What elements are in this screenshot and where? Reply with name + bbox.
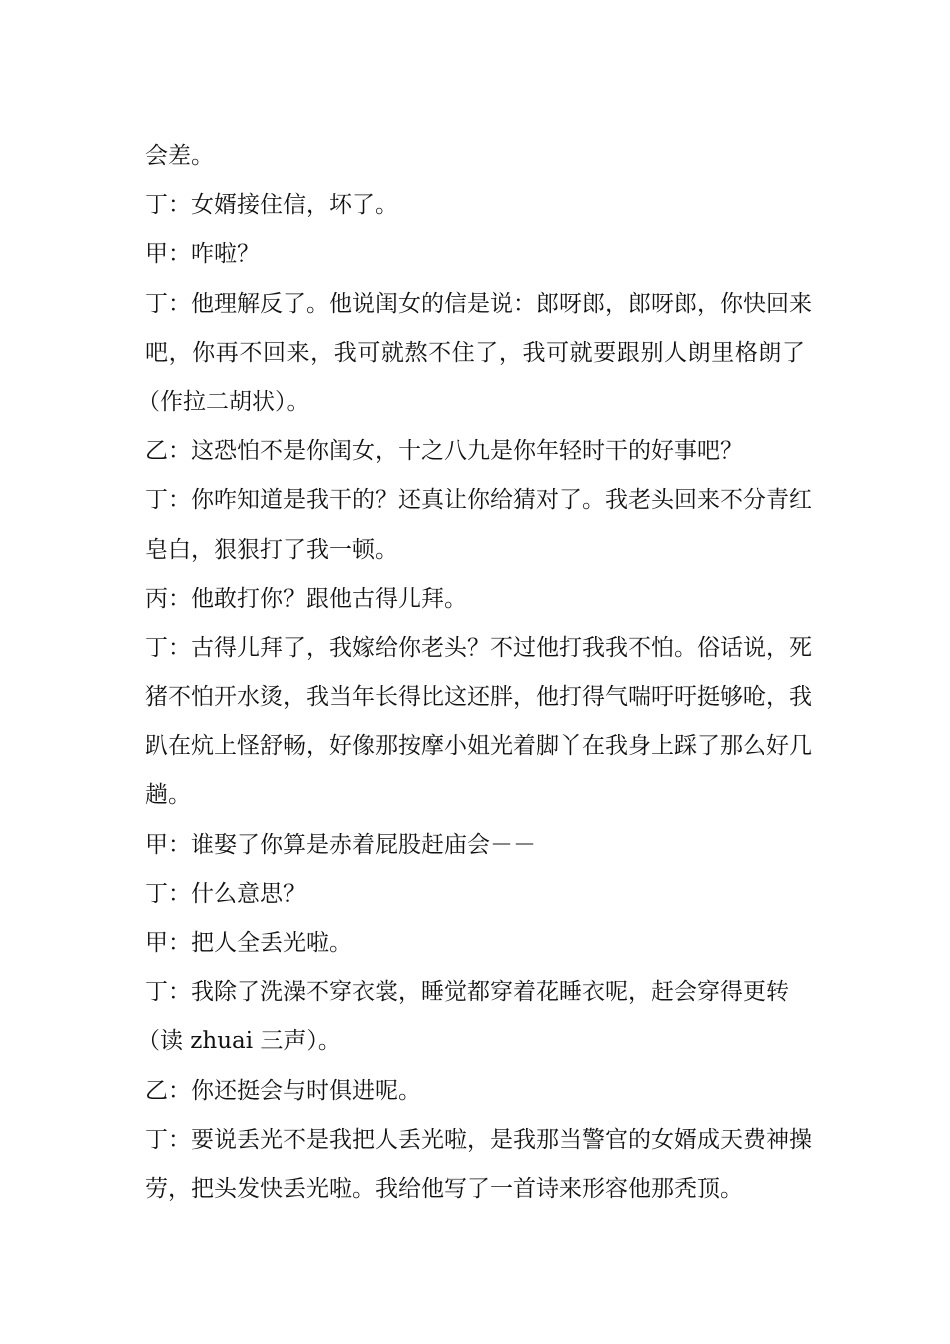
text-line: 劳，把头发快丢光啦。我给他写了一首诗来形容他那秃顶。 <box>145 1175 743 1202</box>
text-line: （读 zhuai 三声）。 <box>137 1028 341 1055</box>
text-line: 丁：要说丢光不是我把人丢光啦，是我那当警官的女婿成天费神操 <box>145 1126 812 1153</box>
text-line: 甲：把人全丢光啦。 <box>145 930 352 956</box>
text-line: 丁：他理解反了。他说闺女的信是说：郎呀郎，郎呀郎，你快回来 <box>145 290 812 317</box>
text-line: 丁：你咋知道是我干的？还真让你给猜对了。我老头回来不分青红 <box>145 487 812 514</box>
text-line: 趟。 <box>145 782 191 809</box>
text-line: 丁：什么意思？ <box>145 880 306 907</box>
text-line: 会差。 <box>145 143 214 169</box>
text-line: 丁：女婿接住信，坏了。 <box>145 192 398 219</box>
text-line: （作拉二胡状）。 <box>137 388 310 415</box>
text-line: 吧，你再不回来，我可就熬不住了，我可就要跟别人朗里格朗了 <box>145 339 805 366</box>
document-body <box>137 132 812 1214</box>
text-line: 甲：谁娶了你算是赤着屁股赶庙会－－ <box>145 831 536 858</box>
text-line: 丁：古得儿拜了，我嫁给你老头？不过他打我我不怕。俗话说，死 <box>145 634 812 661</box>
text-line: 乙：这恐怕不是你闺女，十之八九是你年轻时干的好事吧？ <box>145 438 743 465</box>
text-line: 甲：咋啦？ <box>145 241 260 268</box>
text-line: 丁：我除了洗澡不穿衣裳，睡觉都穿着花睡衣呢，赶会穿得更转 <box>145 979 789 1006</box>
text-line: 皂白，狠狠打了我一顿。 <box>145 536 398 563</box>
text-line: 丙：他敢打你？跟他古得儿拜。 <box>145 585 467 612</box>
text-line: 乙：你还挺会与时俱进呢。 <box>145 1077 421 1104</box>
text-line: 趴在炕上怪舒畅，好像那按摩小姐光着脚丫在我身上踩了那么好几 <box>145 733 812 760</box>
text-line: 猪不怕开水烫，我当年长得比这还胖，他打得气喘吁吁挺够呛，我 <box>145 684 812 711</box>
